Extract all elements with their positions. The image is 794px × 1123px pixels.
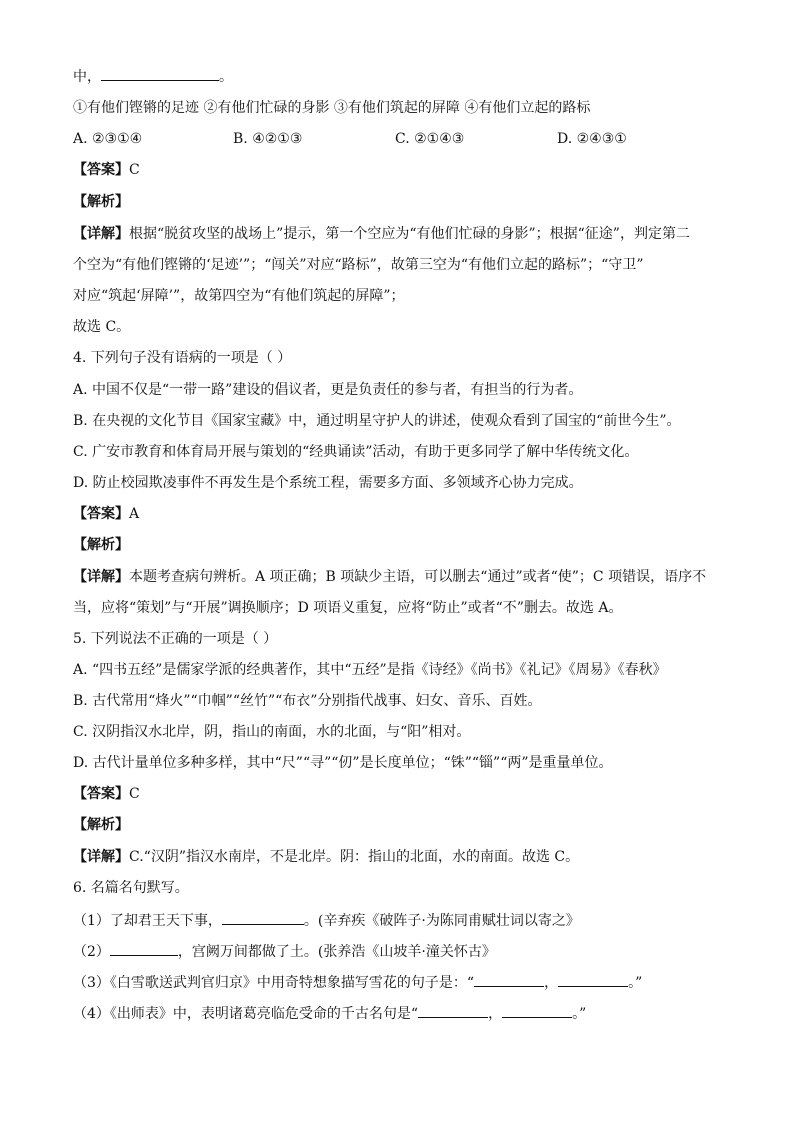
answer-tag: 【答案】 [73,506,129,522]
detail-tag: 【详解】 [73,226,129,242]
q6-3-prefix: （3）《白雪歌送武判官归京》中用奇特想象描写雪花的句子是：“ [73,975,475,991]
q6-item-4 [73,1003,586,1024]
q6-4-prefix: （4）《出师表》中，表明诸葛亮临危受命的千古名句是“ [73,1006,419,1022]
q3-detail-2: 个空为“有他们铿锵的‘足迹’”；“闯关”对应“路标”，故第三空为“有他们立起的路标”；“守卫” [73,257,644,273]
answer-value: C [129,786,140,802]
q3-blank-prefix: 中， [73,69,101,85]
q6-4-separator: ， [488,1006,503,1022]
q5-option-c[interactable]: C. 汉阴指汉水北岸，阴，指山的南面，水的北面，与“阳”相对。 [73,724,471,740]
q4-option-b[interactable]: B. 在央视的文化节目《国家宝藏》中，通过明星守护人的讲述，使观众看到了国宝的“前世今生”。 [73,413,681,429]
q4-option-d[interactable]: D. 防止校园欺凌事件不再发生是个系统工程，需要多方面、多领域齐心协力完成。 [73,475,583,491]
q5-title: 5. 下列说法不正确的一项是（ ） [73,631,278,647]
answer-blank[interactable] [101,66,219,81]
q3-analysis-tag: 【解析】 [73,194,129,210]
answer-blank[interactable] [418,1003,488,1018]
q3-detail-4: 故选 C。 [73,319,131,335]
answer-tag: 【答案】 [73,162,129,178]
q6-item-2 [73,941,496,962]
q3-option-d[interactable]: D. ②④③① [557,131,627,147]
q6-2-suffix: ，宫阙万间都做了土。(张养浩《山坡羊·潼关怀古》 [177,944,496,960]
answer-blank[interactable] [222,910,304,925]
q6-2-prefix: （2） [73,944,110,960]
q6-title: 6. 名篇名句默写。 [73,880,189,896]
q4-answer [73,504,139,524]
q3-detail-1 [73,224,690,244]
q5-option-d[interactable]: D. 古代计量单位多种多样，其中“尺”“寻”“仞”是长度单位；“铢”“锱”“两”是重量单位。 [73,755,613,771]
q6-4-suffix: 。” [572,1006,587,1022]
q3-blank-line [73,66,233,87]
detail-tag: 【详解】 [73,569,129,585]
q5-answer [73,784,140,804]
q3-option-b[interactable]: B. ④②①③ [233,131,303,147]
q6-1-suffix: 。(辛弃疾《破阵子·为陈同甫赋壮词以寄之》 [303,913,580,929]
q3-option-a[interactable]: A. ②③①④ [73,131,143,147]
q5-option-a[interactable]: A. “四书五经”是儒家学派的经典著作，其中“五经”是指《诗经》《尚书》《礼记》《周易》《春秋》 [73,662,667,678]
answer-blank[interactable] [474,972,544,987]
q6-1-prefix: （1）了却君王天下事， [73,913,222,929]
q3-detail-3: 对应“筑起‘屏障’”，故第四空为“有他们筑起的屏障”； [73,288,405,304]
q4-analysis-tag: 【解析】 [73,537,129,553]
q4-detail-2: 当，应将“策划”与“开展”调换顺序；D 项语义重复，应将“防止”或者“不”删去。故选 A。 [73,600,623,616]
q6-item-3 [73,972,642,993]
detail-text: 本题考查病句辨析。A 项正确；B 项缺少主语，可以删去“通过”或者“使”；C 项错误，语序不 [129,569,707,585]
answer-blank[interactable] [558,972,628,987]
q5-detail-1 [73,847,579,867]
detail-text: 根据“脱贫攻坚的战场上”提示，第一个空应为“有他们忙碌的身影”；根据“征途”，判定第二 [129,226,690,242]
q3-answer [73,160,140,180]
q3-option-c[interactable]: C. ②①④③ [395,131,465,147]
q5-option-b[interactable]: B. 古代常用“烽火”“巾帼”“丝竹”“布衣”分别指代战事、妇女、音乐、百姓。 [73,693,542,709]
q6-item-1 [73,910,580,931]
answer-value: A [129,506,140,522]
q5-analysis-tag: 【解析】 [73,817,129,833]
answer-blank[interactable] [110,941,178,956]
answer-value: C [129,162,140,178]
q3-choices-text: ①有他们铿锵的足迹 ②有他们忙碌的身影 ③有他们筑起的屏障 ④有他们立起的路标 [73,100,591,116]
q3-blank-suffix: 。 [219,69,233,85]
answer-blank[interactable] [502,1003,572,1018]
q4-option-a[interactable]: A. 中国不仅是“一带一路”建设的倡议者，更是负责任的参与者，有担当的行为者。 [73,382,583,398]
q6-3-suffix: 。” [628,975,643,991]
answer-tag: 【答案】 [73,786,129,802]
q4-option-c[interactable]: C. 广安市教育和体育局开展与策划的“经典诵读”活动，有助于更多同学了解中华传统文化。 [73,444,639,460]
q6-3-separator: ， [544,975,559,991]
detail-tag: 【详解】 [73,849,129,865]
q4-title: 4. 下列句子没有语病的一项是（ ） [73,350,292,366]
detail-text: C.“汉阴”指汉水南岸，不是北岸。阴：指山的北面，水的南面。故选 C。 [129,849,580,865]
q4-detail-1 [73,567,706,587]
